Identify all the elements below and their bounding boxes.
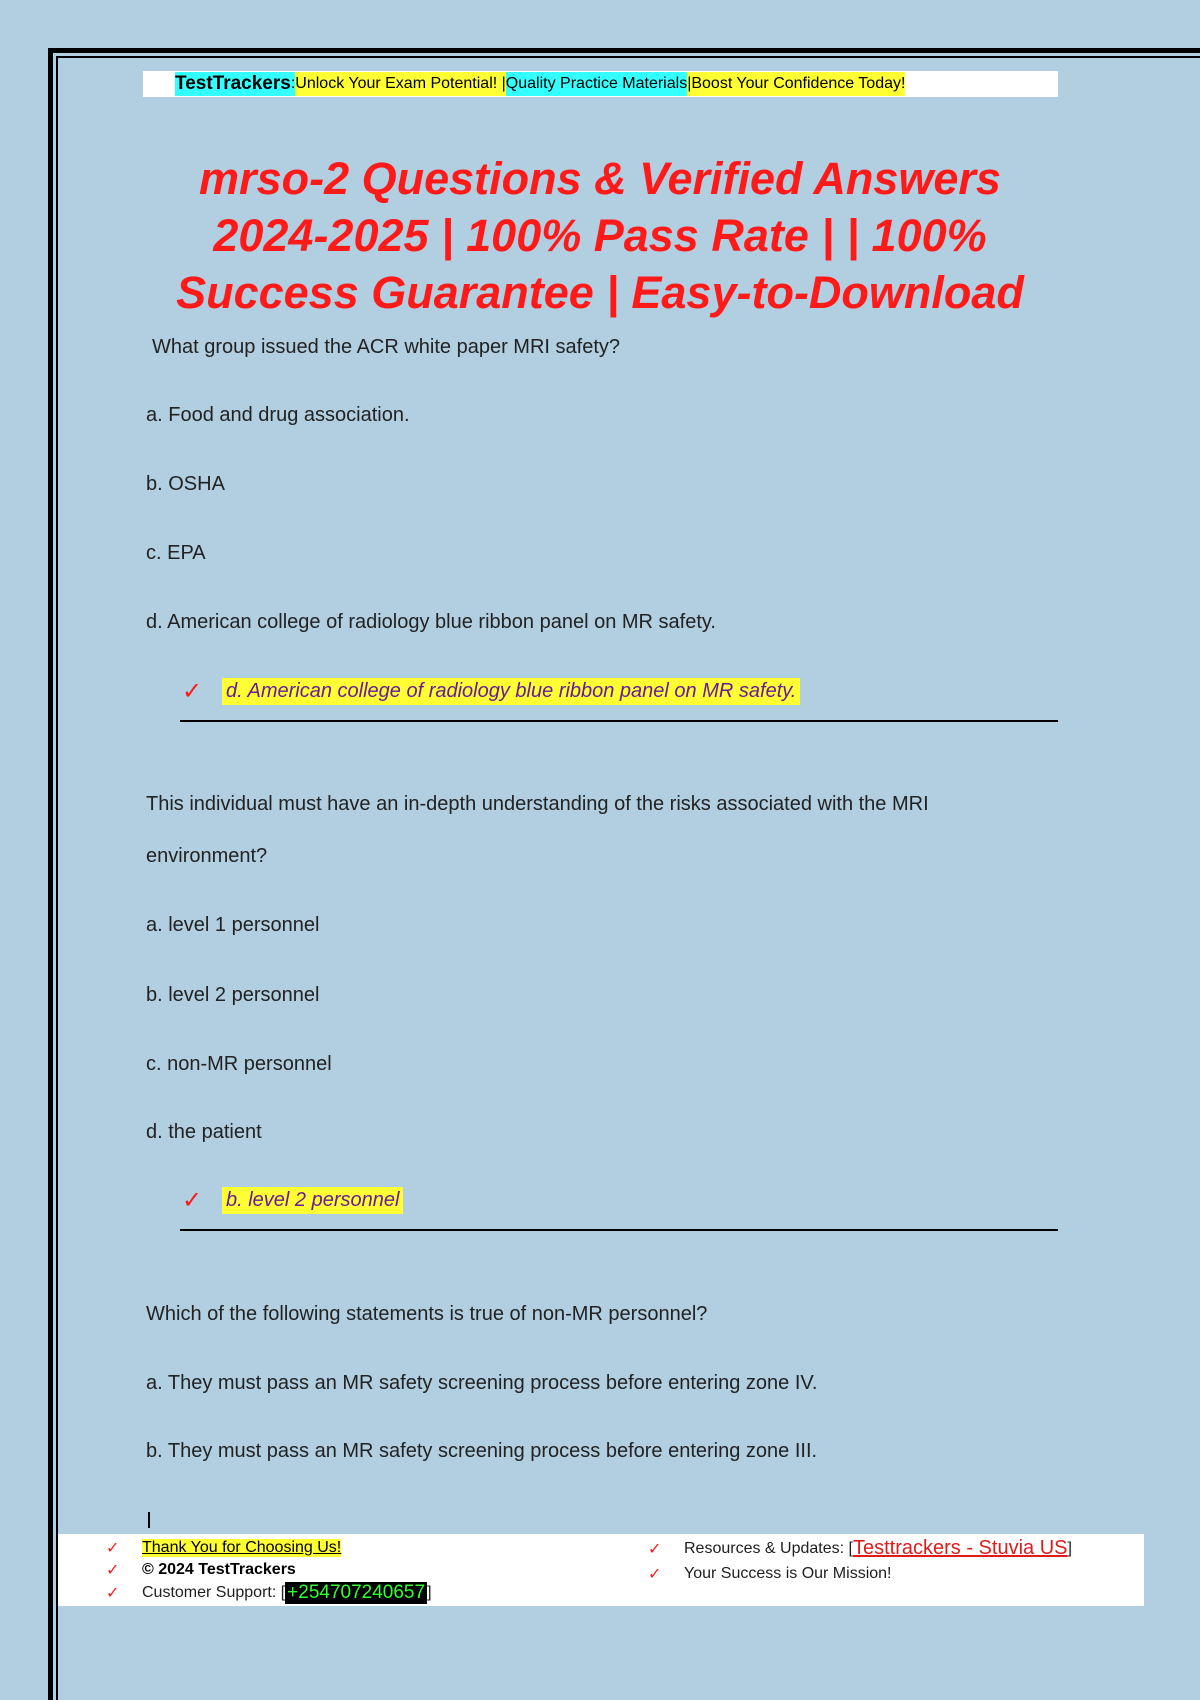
checkmark-icon: ✓ — [106, 1540, 120, 1557]
question-2-answer-text: b. level 2 personnel — [222, 1187, 403, 1214]
question-1-option-a: a. Food and drug association. — [146, 404, 410, 426]
footer-resources-label: Resources & Updates: [ — [684, 1539, 853, 1557]
title-line-1: mrso-2 Questions & Verified Answers — [199, 153, 1001, 204]
question-1-answer — [182, 677, 800, 706]
footer-copyright-text: © 2024 TestTrackers — [142, 1561, 296, 1578]
footer-support — [106, 1582, 432, 1604]
question-1-option-b: b. OSHA — [146, 473, 225, 495]
checkmark-icon: ✓ — [106, 1585, 120, 1602]
question-3-text: Which of the following statements is true of non-MR personnel? — [146, 1303, 708, 1325]
footer-thanks — [106, 1538, 341, 1558]
footer-resources — [648, 1537, 1072, 1560]
tagline-confidence: Boost Your Confidence Today! — [691, 72, 905, 96]
question-2-text-line-1: This individual must have an in-depth understanding of the risks associated with the MRI — [146, 793, 929, 815]
divider — [180, 720, 1058, 722]
footer-thanks-text: Thank You for Choosing Us! — [142, 1539, 342, 1556]
checkmark-icon: ✓ — [182, 678, 203, 705]
footer — [58, 1534, 1144, 1606]
footer-resources-close: ] — [1067, 1539, 1072, 1557]
question-3-option-a: a. They must pass an MR safety screening process before entering zone IV. — [146, 1372, 818, 1394]
checkmark-icon: ✓ — [648, 1566, 662, 1583]
tagline-practice-materials: Quality Practice Materials — [506, 72, 687, 96]
checkmark-icon: ✓ — [182, 1187, 203, 1214]
question-2-option-b: b. level 2 personnel — [146, 984, 320, 1006]
title-line-2: 2024-2025 | 100% Pass Rate | | 100% — [213, 210, 987, 261]
brand-name: TestTrackers — [175, 73, 291, 94]
support-phone-number[interactable]: +254707240657 — [287, 1582, 426, 1603]
question-1-answer-text: d. American college of radiology blue ribbon panel on MR safety. — [222, 678, 800, 705]
checkmark-icon: ✓ — [648, 1540, 662, 1558]
question-2-answer — [182, 1186, 403, 1215]
text-cursor — [148, 1512, 150, 1528]
question-2-text-line-2: environment? — [146, 845, 268, 867]
question-2-option-d: d. the patient — [146, 1121, 262, 1143]
footer-copyright — [106, 1560, 296, 1580]
footer-mission — [648, 1564, 891, 1584]
divider — [180, 1229, 1058, 1231]
page-title — [130, 150, 1070, 321]
footer-support-close: ] — [427, 1584, 432, 1601]
header-banner — [143, 71, 1058, 97]
question-1-option-c: c. EPA — [146, 542, 206, 564]
footer-mission-text: Your Success is Our Mission! — [684, 1565, 892, 1582]
title-line-3: Success Guarantee | Easy-to-Download — [176, 267, 1024, 318]
tagline-separator: | — [687, 72, 691, 96]
question-1-option-d: d. American college of radiology blue ribbon panel on MR safety. — [146, 611, 716, 633]
checkmark-icon: ✓ — [106, 1562, 120, 1579]
question-2-option-a: a. level 1 personnel — [146, 914, 320, 936]
question-3-option-b: b. They must pass an MR safety screening process before entering zone III. — [146, 1440, 818, 1462]
tagline-exam-potential: Unlock Your Exam Potential! | — [295, 72, 506, 96]
question-1-text: What group issued the ACR white paper MRI safety? — [152, 336, 621, 358]
resources-link[interactable]: Testtrackers - Stuvia US — [852, 1537, 1068, 1559]
brand-colon: : — [291, 72, 295, 96]
question-2-option-c: c. non-MR personnel — [146, 1053, 332, 1075]
footer-support-label: Customer Support: [ — [142, 1584, 286, 1601]
